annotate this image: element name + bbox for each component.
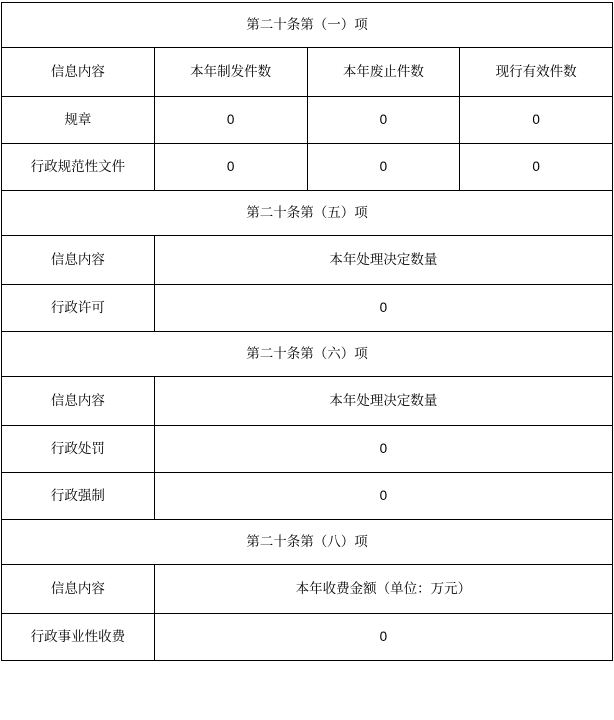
cell-value: 0 <box>154 144 307 191</box>
cell-value: 0 <box>154 285 612 332</box>
column-header-issued-count: 本年制发件数 <box>154 48 307 97</box>
column-header-info-content: 信息内容 <box>2 48 155 97</box>
cell-value: 0 <box>154 473 612 520</box>
cell-value: 0 <box>154 426 612 473</box>
table-row <box>2 97 613 144</box>
cell-value: 0 <box>460 97 613 144</box>
table-row <box>2 473 613 520</box>
table-header-row <box>2 48 613 97</box>
report-sheet <box>0 2 614 720</box>
cell-value: 0 <box>460 144 613 191</box>
section-title: 第二十条第（六）项 <box>2 332 613 377</box>
row-label: 行政强制 <box>2 473 155 520</box>
cell-value: 0 <box>154 97 307 144</box>
table-row <box>2 426 613 473</box>
column-header-info-content: 信息内容 <box>2 236 155 285</box>
table-header-row <box>2 377 613 426</box>
row-label: 规章 <box>2 97 155 144</box>
row-label: 行政许可 <box>2 285 155 332</box>
cell-value: 0 <box>307 144 460 191</box>
cell-value: 0 <box>154 614 612 661</box>
column-header-decision-count: 本年处理决定数量 <box>154 236 612 285</box>
section-title: 第二十条第（五）项 <box>2 191 613 236</box>
column-header-repealed-count: 本年废止件数 <box>307 48 460 97</box>
column-header-info-content: 信息内容 <box>2 377 155 426</box>
table-row <box>2 285 613 332</box>
section-title-row <box>2 3 613 48</box>
row-label: 行政处罚 <box>2 426 155 473</box>
table-header-row <box>2 236 613 285</box>
row-label: 行政事业性收费 <box>2 614 155 661</box>
government-information-disclosure-table <box>1 2 613 661</box>
column-header-fee-amount: 本年收费金额（单位：万元） <box>154 565 612 614</box>
section-title: 第二十条第（一）项 <box>2 3 613 48</box>
row-label: 行政规范性文件 <box>2 144 155 191</box>
column-header-effective-count: 现行有效件数 <box>460 48 613 97</box>
column-header-decision-count: 本年处理决定数量 <box>154 377 612 426</box>
section-title: 第二十条第（八）项 <box>2 520 613 565</box>
section-title-row <box>2 520 613 565</box>
section-title-row <box>2 332 613 377</box>
cell-value: 0 <box>307 97 460 144</box>
table-row <box>2 144 613 191</box>
column-header-info-content: 信息内容 <box>2 565 155 614</box>
section-title-row <box>2 191 613 236</box>
table-row <box>2 614 613 661</box>
table-header-row <box>2 565 613 614</box>
